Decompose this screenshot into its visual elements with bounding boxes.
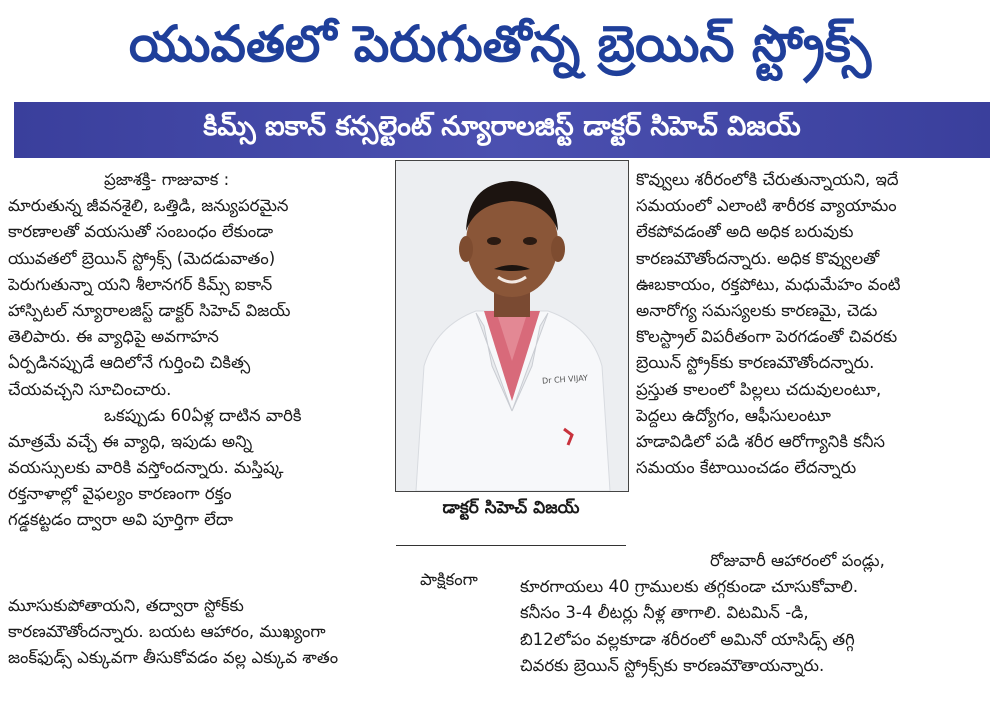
article-line: సమయం కేటాయించడం లేదన్నారు [636, 458, 857, 478]
article-column-left [8, 167, 388, 534]
article-line: చివరకు బ్రెయిన్ స్ట్రోక్స్‌కు కారణమౌతాయన్నారు. [520, 655, 825, 675]
doctor-portrait-image [396, 161, 628, 491]
article-line: బి12లోపం వల్లకూడా శరీరంలో అమినో యాసిడ్స్ తగ్గి [520, 629, 855, 649]
article-line: ఒకప్పుడు 60ఏళ్ల దాటిన వారికి [104, 405, 302, 425]
article-line: పెరుగుతున్నా యని శీలానగర్ కిమ్స్ ఐకాన్ [8, 274, 273, 294]
headline: యువతలో పెరుగుతోన్న బ్రెయిన్ స్ట్రోక్స్ [128, 14, 872, 73]
article-line: కారణాలతో వయసుతో సంబంధం లేకుండా [8, 222, 274, 242]
article-line: కారణమౌతోందన్నారు. అధిక కొవ్వులతో [636, 248, 880, 268]
article-line: పెద్దలు ఉద్యోగం, ఆఫీసులంటూ [636, 405, 831, 425]
article-line: ఏర్పడినప్పుడే ఆదిలోనే గుర్తించి చికిత్స [8, 353, 251, 373]
subheadline-banner [14, 102, 990, 158]
article-line: ఊబకాయం, రక్తపోటు, మధుమేహం వంటి [636, 274, 901, 294]
subheadline: కిమ్స్ ఐకాన్ కన్సల్టెంట్ న్యూరాలజిస్ట్ డాక్టర్ సిహెచ్ విజయ్ [203, 111, 801, 142]
article-line: జంక్‌ఫుడ్స్ ఎక్కువగా తీసుకోవడం వల్ల ఎక్కువ శాతం [8, 648, 339, 668]
article-line: కారణమౌతోందన్నారు. బయట ఆహారం, ముఖ్యంగా [8, 622, 326, 642]
article-line: మారుతున్న జీవనశైలి, ఒత్తిడి, జన్యుపరమైన [8, 196, 289, 216]
photo-caption: డాక్టర్ సిహెచ్ విజయ్ [442, 498, 580, 518]
article-line: కొవ్వులు శరీరంలోకి చేరుతున్నాయని, ఇదే [636, 170, 899, 189]
article-line: రక్తనాళాల్లో వైఫల్యం కారణంగా రక్తం [8, 484, 232, 504]
article-line: ప్రస్తుత కాలంలో పిల్లలు చదువులంటూ, [636, 379, 882, 399]
article-line: గడ్డకట్టడం ద్వారా అవి పూర్తిగా లేదా [8, 510, 234, 530]
article-line: చేయవచ్చని సూచించారు. [8, 379, 172, 399]
article-line: రోజువారీ ఆహారంలో పండ్లు, [710, 551, 885, 570]
coat-badge-text: Dr CH VIJAY [541, 373, 589, 386]
article-line: కొలస్ట్రాల్ విపరీతంగా పెరగడంతో చివరకు [636, 327, 898, 347]
article-line: అనారోగ్య సమస్యలకు కారణమై, చెడు [636, 300, 878, 320]
article-line: బ్రెయిన్ స్ట్రోక్‌కు కారణమౌతోందన్నారు. [636, 353, 875, 373]
article-column-right [636, 167, 992, 481]
article-line: లేకపోవడంతో అది అధిక బరువుకు [636, 222, 854, 242]
article-line: సమయంలో ఎలాంటి శారీరక వ్యాయామం [636, 196, 897, 216]
article-line: మాత్రమే వచ్చే ఈ వ్యాధి, ఇపుడు అన్ని [8, 431, 253, 451]
article-line: కూరగాయలు 40 గ్రాములకు తగ్గకుండా చూసుకోవాలి. [520, 577, 859, 597]
article-column-right-wide [520, 548, 992, 679]
article-line: ప్రజాశక్తి- గాజువాక : [104, 170, 230, 189]
article-line: హాస్పిటల్ న్యూరాలజిస్ట్ డాక్టర్ సిహెచ్ విజయ్ [8, 300, 291, 320]
doctor-photo [395, 160, 629, 492]
divider [396, 545, 626, 546]
article-line-tail: పాక్షికంగా [420, 570, 478, 589]
article-column-left-wide [8, 593, 493, 672]
article-line: హడావిడిలో పడి శరీర ఆరోగ్యానికి కనీస [636, 431, 885, 451]
article-line: యువతలో బ్రెయిన్ స్ట్రోక్స్ (మెదడువాతం) [8, 248, 276, 268]
article-line: తెలిపారు. ఈ వ్యాధిపై అవగాహన [8, 327, 219, 347]
article-line: మూసుకుపోతాయని, తద్వారా స్టోక్‌కు [8, 596, 244, 615]
article-line: వయస్సులకు వారికి వస్తోందన్నారు. మస్తిష్క [8, 458, 284, 478]
article-line: కనీసం 3-4 లీటర్లు నీళ్ల తాగాలి. విటమిన్ -డి, [520, 603, 809, 623]
